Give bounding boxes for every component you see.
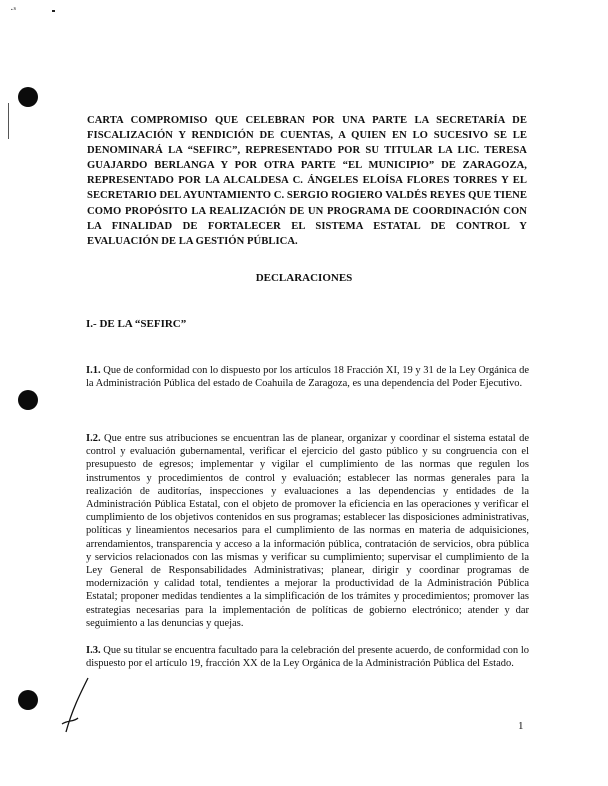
paragraph-number: I.3.	[86, 645, 101, 656]
signature-mark	[58, 676, 98, 736]
paragraph-i3	[86, 644, 529, 670]
paragraph-i2	[86, 432, 529, 630]
paragraph-text: Que su titular se encuentra facultado para la celebración del presente acuerdo, de conformidad con lo dispuesto por el artículo 19, fracción XX de la Ley Orgánica de la Administración Pública del Estado.	[86, 645, 529, 670]
punch-hole	[18, 690, 38, 710]
scan-mark: ·ˢ	[10, 4, 16, 16]
document-title: CARTA COMPROMISO QUE CELEBRAN POR UNA PARTE LA SECRETARÍA DE FISCALIZACIÓN Y RENDICIÓN DE CUENTAS, A QUIEN EN LO SUCESIVO SE LE DENOMINARÁ LA “SEFIRC”, REPRESENTADO POR SU TITULAR LA LIC. TERESA GUAJARDO BERLANGA Y POR OTRA PARTE “EL MUNICIPIO” DE ZARAGOZA, REPRESENTADO POR LA ALCALDESA C. ÁNGELES ELOÍSA FLORES TORRES Y EL SECRETARIO DEL AYUNTAMIENTO C. SERGIO ROGIERO VALDÉS REYES QUE TIENE COMO PROPÓSITO LA REALIZACIÓN DE UN PROGRAMA DE COORDINACIÓN CON LA FINALIDAD DE FORTALECER EL SISTEMA ESTATAL DE CONTROL Y EVALUACIÓN DE LA GESTIÓN PÚBLICA.	[87, 115, 527, 247]
scan-speck	[52, 10, 55, 12]
punch-hole	[18, 87, 38, 107]
declarations-heading: DECLARACIONES	[255, 272, 353, 284]
paragraph-number: I.1.	[86, 365, 101, 376]
section-heading: I.- DE LA “SEFIRC”	[86, 318, 187, 330]
scan-line	[8, 103, 9, 139]
paragraph-text: Que entre sus atribuciones se encuentran las de planear, organizar y coordinar el sistema estatal de control y evaluación gubernamental, verificar el ejercicio del gasto público y su congruencia con el presupuesto de egresos; implementar y vigilar el cumplimiento de las normas que regulen los instrumentos y procedimientos de control y evaluación; establecer las normas generales para la realización de auditorías, inspecciones y evaluaciones a las dependencias y entidades de la Administración Pública Estatal, con el objeto de promover la eficiencia en las operaciones y verificar el cumplimiento de los objetivos contenidos en sus programas; establecer las disposiciones administrativas, políticas y lineamientos necesarios para el cumplimiento de las normas en materia de adquisiciones, arrendamientos, transparencia y acceso a la información pública, contratación de servicios, obra pública y servicios relacionados con las mismas y verificar su cumplimiento; supervisar el cumplimiento de la Ley General de Responsabilidades Administrativas; planear, dirigir y coordinar programas de modernización y calidad total, tendientes a mejorar la productividad de la Administración Pública Estatal; proponer medidas tendientes a la simplificación de los trámites y procedimientos; promover las estrategias necesarias para la implementación de políticas de gobierno electrónico; atender y dar seguimiento a las denuncias y quejas.	[86, 433, 529, 629]
punch-hole	[18, 390, 38, 410]
page-number: 1	[518, 720, 524, 732]
paragraph-text: Que de conformidad con lo dispuesto por los artículos 18 Fracción XI, 19 y 31 de la Ley Orgánica de la Administración Pública del estado de Coahuila de Zaragoza, es una dependencia del Poder Ejecutivo.	[86, 365, 529, 390]
paragraph-number: I.2.	[86, 433, 101, 444]
paragraph-i1	[86, 364, 529, 390]
